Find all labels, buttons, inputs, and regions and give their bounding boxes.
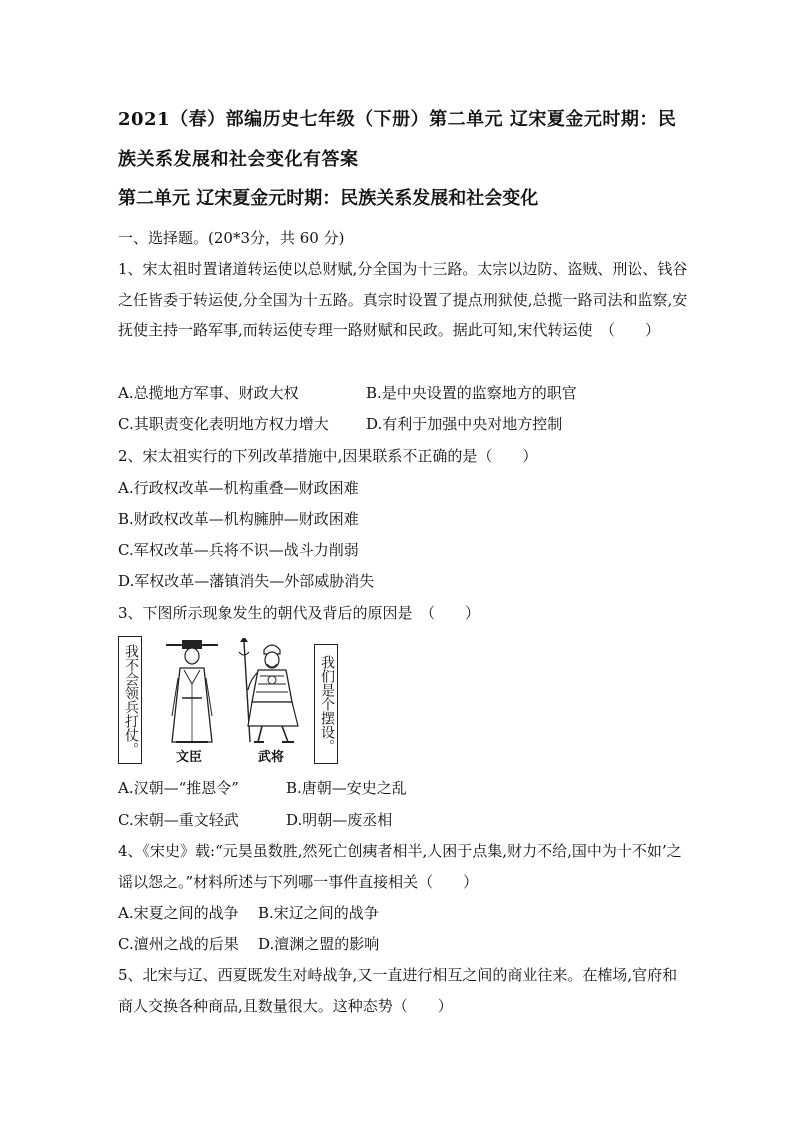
question-2-option-d: D.军权改革—藩镇消失—外部威胁消失 xyxy=(118,572,375,590)
civil-official-label: 文臣 xyxy=(176,750,203,765)
military-general-label: 武将 xyxy=(258,750,285,765)
civil-official-speech-box: 我不会领兵打仗。 xyxy=(118,636,142,764)
question-2-option-b: B.财政权改革—机构臃肿—财政困难 xyxy=(118,510,359,528)
question-1-option-d: D.有利于加强中央对地方控制 xyxy=(366,415,563,433)
question-1-stem: 1、宋太祖时置诸道转运使以总财赋,分全国为十三路。太宗以边防、盗贼、刑讼、钱谷之任皆委于转运使,分全国为十五路。真宗时设置了提点刑狱使,总揽一路司法和监察,安抚使主持一路军事,而转运使专理一路财赋和民政。据此可知,宋代转运使 （ ） xyxy=(118,260,688,339)
question-3-option-a: A.汉朝—“推恩令” xyxy=(118,779,239,797)
question-1-option-b: B.是中央设置的监察地方的职官 xyxy=(366,384,577,402)
question-4-option-d: D.澶渊之盟的影响 xyxy=(258,935,380,953)
question-1-option-a: A.总揽地方军事、财政大权 xyxy=(118,384,299,402)
question-3-option-b: B.唐朝—安史之乱 xyxy=(286,779,407,797)
question-2-stem: 2、宋太祖实行的下列改革措施中,因果联系不正确的是（ ） xyxy=(118,447,538,465)
military-general-illustration xyxy=(236,638,310,746)
question-4-option-a: A.宋夏之间的战争 xyxy=(118,904,239,922)
question-2-option-a: A.行政权改革—机构重叠—财政困难 xyxy=(118,479,359,497)
question-1-option-c: C.其职责变化表明地方权力增大 xyxy=(118,415,329,433)
document-title: 2021（春）部编历史七年级（下册）第二单元 辽宋夏金元时期：民族关系发展和社会变化有答案 xyxy=(118,109,677,170)
question-3-option-d: D.明朝—废丞相 xyxy=(286,811,393,829)
unit-heading: 第二单元 辽宋夏金元时期：民族关系发展和社会变化 xyxy=(118,188,539,209)
civil-official-illustration xyxy=(162,638,222,746)
question-3-option-c: C.宋朝—重文轻武 xyxy=(118,811,239,829)
question-3-stem: 3、下图所示现象发生的朝代及背后的原因是 （ ） xyxy=(118,604,481,622)
question-3-figure xyxy=(118,636,350,766)
section-heading: 一、选择题。(20*3分，共 60 分) xyxy=(118,229,345,247)
question-4-stem: 4、《宋史》载:“元昊虽数胜,然死亡创痍者相半,人困于点集,财力不给,国中为十不如’之谣以怨之。”材料所述与下列哪一事件直接相关（ ） xyxy=(118,842,682,891)
question-5-stem: 5、北宋与辽、西夏既发生对峙战争,又一直进行相互之间的商业往来。在榷场,官府和商人交换各种商品,且数量很大。这种态势（ ） xyxy=(118,966,678,1015)
question-4-option-c: C.澶州之战的后果 xyxy=(118,935,239,953)
question-2-option-c: C.军权改革—兵将不识—战斗力削弱 xyxy=(118,541,359,559)
military-general-speech-box: 我们是个摆设。 xyxy=(314,644,338,764)
question-4-option-b: B.宋辽之间的战争 xyxy=(258,904,379,922)
